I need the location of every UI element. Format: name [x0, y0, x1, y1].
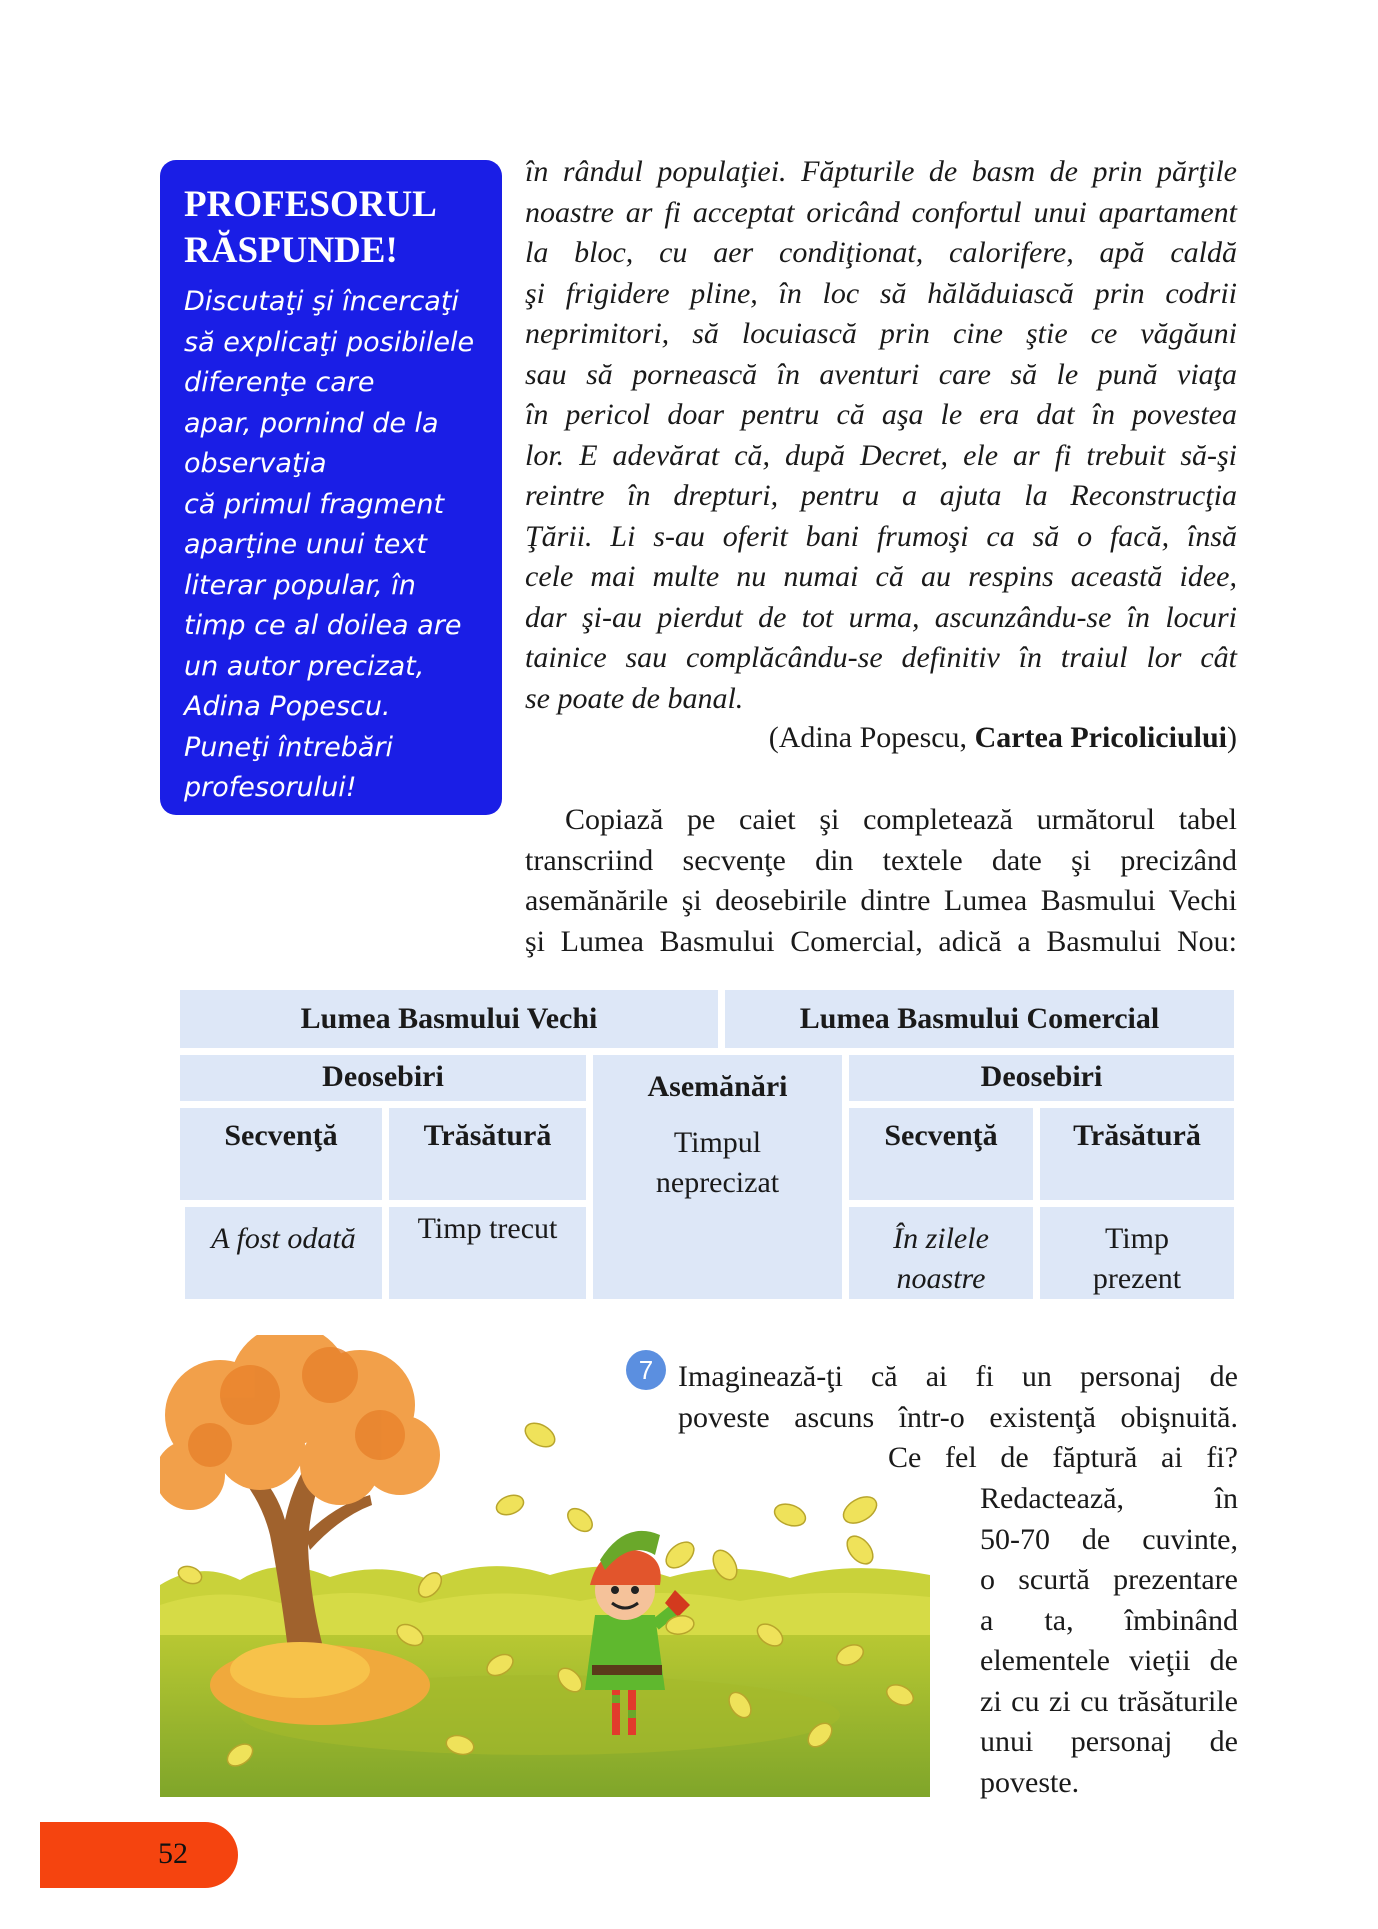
header-new-world: Lumea Basmului Comercial [725, 990, 1234, 1048]
teacher-answers-box [160, 160, 502, 815]
new-trait-line: prezent [1092, 1262, 1182, 1295]
similarity-value [593, 1123, 842, 1203]
excerpt-line: sau să pornească în aventuri care să le pună viaţa [525, 357, 1237, 391]
title-line-2: RĂSPUNDE! [184, 230, 398, 271]
col-trait-right: Trăsătură [1040, 1108, 1234, 1200]
task-line: transcriind secvenţe din textele date şi precizând [525, 843, 1237, 877]
col-trait-left: Trăsătură [389, 1108, 586, 1200]
excerpt-line: în pericol doar pentru că aşa le era dat în povestea [525, 398, 1237, 431]
excerpt-line: tainice sau complăcându-se definitiv în traiul lor cât [525, 641, 1237, 674]
new-trait-line: Timp [1105, 1222, 1169, 1255]
new-sequence-line: noastre [896, 1262, 986, 1295]
sidebar-line: observaţia [184, 448, 327, 479]
header-old-world: Lumea Basmului Vechi [180, 990, 718, 1048]
teacher-answers-text [184, 282, 484, 809]
excerpt-line: la bloc, cu aer condiţionat, calorifere, apă caldă [525, 236, 1237, 269]
sidebar-line: apar, pornind de la [184, 407, 439, 439]
new-sequence-line: În zilele [893, 1222, 989, 1255]
old-trait-cell: Timp trecut [389, 1207, 586, 1299]
excerpt-line: Ţării. Li s-au oferit bani frumoşi ca să o facă, însă [525, 519, 1237, 553]
excerpt-line: neprimitori, să locuiască prin cine ştie ce văgăuni [525, 317, 1237, 350]
excerpt-line: se poate de banal. [525, 681, 744, 715]
task-instructions [525, 800, 1237, 962]
title-line-1: PROFESORUL [184, 184, 437, 225]
header-differences-left: Deosebiri [180, 1055, 586, 1101]
exercise-line: a ta, îmbinând [980, 1603, 1238, 1637]
exercise-line: Redactează, în [980, 1482, 1238, 1515]
task-line: asemănările şi deosebirile dintre Lumea Basmului Vechi [525, 884, 1237, 917]
exercise-line: elementele vieţii de [980, 1644, 1238, 1677]
col-sequence-right: Secvenţă [849, 1108, 1033, 1200]
sidebar-line: timp ce al doilea are [184, 610, 462, 641]
sidebar-line: un autor precizat, [184, 650, 425, 682]
exercise-line: poveste. [980, 1765, 1080, 1799]
similarities-label: Asemănări [647, 1070, 788, 1103]
teacher-answers-title [184, 182, 484, 274]
page-number: 52 [158, 1837, 188, 1870]
citation-close: ) [1227, 721, 1237, 754]
old-sequence-cell: A fost odată [185, 1207, 382, 1299]
exercise-line: poveste ascuns într-o existenţă obişnuită. [678, 1400, 1238, 1434]
sidebar-line: să explicaţi posibilele [184, 326, 475, 358]
exercise-line: o scurtă prezentare [980, 1563, 1238, 1596]
exercise-line: 50-70 de cuvinte, [980, 1522, 1238, 1556]
similarity-value-line: neprecizat [655, 1166, 780, 1199]
task-line: şi Lumea Basmului Comercial, adică a Basmului Nou: [525, 924, 1237, 958]
excerpt-line: în rândul populaţiei. Făpturile de basm de prin părţile [525, 155, 1237, 188]
sidebar-line: profesorului! [184, 772, 357, 803]
sidebar-line: aparţine unui text [184, 529, 427, 560]
excerpt-line: şi frigidere pline, în loc să hălăduiască prin codrii [525, 276, 1237, 310]
excerpt-line: reintre în drepturi, pentru a ajuta la Reconstrucţia [525, 479, 1237, 512]
task-line: Copiază pe caiet şi completează următorul tabel [565, 803, 1237, 836]
exercise-line: zi cu zi cu trăsăturile [980, 1684, 1238, 1718]
excerpt-line: noastre ar fi acceptat oricând confortul unui apartament [525, 195, 1237, 229]
exercise-number-badge: 7 [626, 1350, 666, 1390]
sidebar-line: Discutaţi şi încercaţi [184, 286, 459, 317]
sidebar-line: Puneţi întrebări [184, 731, 393, 763]
exercise-line: Imaginează-ţi că ai fi un personaj de [678, 1360, 1238, 1393]
exercise-line: unui personaj de [980, 1725, 1238, 1758]
story-excerpt [525, 152, 1237, 719]
excerpt-line: cele mai multe nu numai că au respins această idee, [525, 560, 1237, 593]
sidebar-line: literar popular, în [184, 569, 416, 601]
page-number-tab [40, 1822, 238, 1888]
new-sequence-cell [849, 1207, 1033, 1299]
sidebar-line: Adina Popescu. [184, 691, 391, 722]
excerpt-citation [525, 718, 1237, 758]
exercise-7-text [678, 1357, 1238, 1479]
similarity-value-line: Timpul [673, 1126, 762, 1159]
header-similarities [593, 1055, 842, 1299]
citation-title: Cartea Pricoliciului [974, 721, 1227, 754]
sidebar-line: că primul fragment [184, 488, 445, 520]
exercise-line: Ce fel de făptură ai fi? [888, 1441, 1238, 1474]
citation-author: (Adina Popescu, [768, 721, 975, 754]
new-trait-cell [1040, 1207, 1234, 1299]
excerpt-line: lor. E adevărat că, după Decret, ele ar fi trebuit să-şi [525, 438, 1237, 472]
header-differences-right: Deosebiri [849, 1055, 1234, 1101]
col-sequence-left: Secvenţă [180, 1108, 382, 1200]
exercise-7-text-narrow [980, 1479, 1238, 1803]
excerpt-line: dar şi-au pierdut de tot urma, ascunzându-se în locuri [525, 600, 1237, 634]
sidebar-line: diferenţe care [184, 367, 375, 398]
